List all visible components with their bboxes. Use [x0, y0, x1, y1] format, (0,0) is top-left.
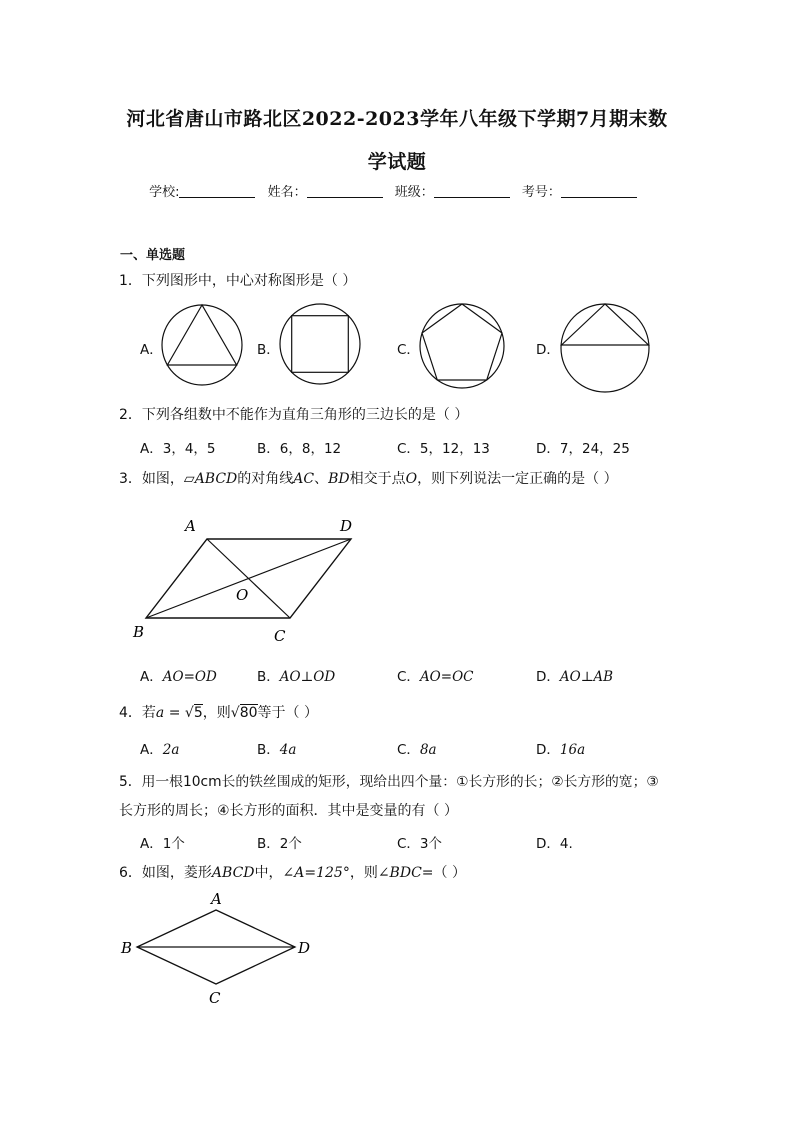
q3-option-a-letter: A．: [140, 669, 163, 685]
q3-parallelogram-symbol: ▱ABCD: [183, 471, 238, 487]
q4-radicand-5: 5: [193, 705, 203, 721]
q3-option-a[interactable]: [140, 665, 217, 685]
q3-label-c: C: [274, 627, 286, 645]
name-label: 姓名：: [267, 185, 307, 200]
q3-ac: AC: [293, 471, 315, 487]
q3-label-d: D: [340, 517, 353, 535]
q3-stem-post: ，则下列说法一定正确的是（ ）: [417, 471, 618, 487]
q4-option-a-expr: 2a: [162, 742, 180, 758]
question-4-stem: [119, 702, 318, 722]
q6-stem-mid: 中，: [254, 865, 283, 881]
class-label: 班级：: [394, 185, 434, 200]
q3-option-d-letter: D．: [536, 669, 560, 685]
q4-option-d-expr: 16a: [559, 742, 586, 758]
q6-label-c: C: [209, 989, 221, 1007]
q4-option-a[interactable]: [140, 738, 179, 758]
question-3-stem: [119, 468, 618, 488]
page-title-line2: 学试题: [367, 151, 427, 173]
q1-option-c-label[interactable]: C．: [397, 342, 420, 358]
student-info-line: [0, 181, 794, 200]
q6-label-a: A: [211, 890, 222, 908]
q4-stem-pre: 4．若: [119, 705, 156, 721]
section-heading: 一、单选题: [120, 248, 186, 263]
q3-bd: BD: [328, 471, 350, 487]
q2-option-c[interactable]: C．5，12，13: [397, 441, 490, 457]
q3-stem-mid2: 相交于点: [349, 471, 406, 487]
q4-option-c-letter: C．: [397, 742, 420, 758]
q3-stem-pre: 3．如图，: [119, 471, 184, 487]
q5-option-d[interactable]: D．4.: [536, 836, 573, 852]
q6-abcd: ABCD: [211, 865, 255, 881]
q5-option-a[interactable]: A．1个: [140, 836, 185, 852]
class-blank[interactable]: [434, 185, 510, 198]
q1-option-d-label[interactable]: D．: [536, 342, 560, 358]
q1-figure-a-circle-triangle: [160, 303, 244, 387]
q3-option-c-expr: AO=OC: [419, 669, 474, 685]
q3-option-b-expr: AO⊥OD: [279, 669, 336, 685]
q3-option-b[interactable]: [257, 665, 335, 685]
q3-label-a: A: [185, 517, 196, 535]
q4-option-c-expr: 8a: [419, 742, 437, 758]
question-1-stem: 1．下列图形中，中心对称图形是（ ）: [119, 273, 357, 289]
q3-option-d[interactable]: [536, 665, 613, 685]
q4-eq: =: [164, 705, 185, 721]
q1-figure-b-circle-square: [278, 302, 362, 386]
q3-option-d-expr: AO⊥AB: [559, 669, 614, 685]
school-blank[interactable]: [179, 185, 255, 198]
question-6-stem: [119, 862, 466, 882]
q1-option-a-label[interactable]: A．: [140, 342, 163, 358]
name-blank[interactable]: [307, 185, 383, 198]
q3-option-c-letter: C．: [397, 669, 420, 685]
school-label: 学校:: [149, 185, 180, 200]
q4-option-d[interactable]: [536, 738, 585, 758]
q2-option-a[interactable]: A．3，4，5: [140, 441, 216, 457]
q1-option-b-label[interactable]: B．: [257, 342, 280, 358]
q3-label-b: B: [133, 623, 145, 641]
q6-stem-mid2: ，则: [349, 865, 378, 881]
q3-o: O: [405, 471, 418, 487]
q3-stem-mid1: 的对角线: [237, 471, 294, 487]
q3-option-b-letter: B．: [257, 669, 280, 685]
q3-option-a-expr: AO=OD: [162, 669, 217, 685]
q4-sqrt5: √5: [184, 705, 203, 721]
q5-option-b[interactable]: B．2个: [257, 836, 302, 852]
q4-option-b[interactable]: [257, 738, 296, 758]
q4-option-b-expr: 4a: [279, 742, 297, 758]
page-title-line1: 河北省唐山市路北区2022-2023学年八年级下学期7月期末数: [126, 108, 668, 130]
question-2-stem: 2．下列各组数中不能作为直角三角形的三边长的是（ ）: [119, 407, 469, 423]
q6-stem-pre: 6．如图，菱形: [119, 865, 212, 881]
q3-sep: 、: [314, 471, 329, 487]
q6-label-d: D: [298, 939, 311, 957]
q2-option-b[interactable]: B．6，8，12: [257, 441, 342, 457]
q6-stem-post: =（ ）: [421, 865, 466, 881]
question-5-stem-line2: 长方形的周长；④长方形的面积．其中是变量的有（ ）: [119, 803, 458, 819]
q3-option-c[interactable]: [397, 665, 473, 685]
q4-option-b-letter: B．: [257, 742, 280, 758]
q1-figure-c-circle-pentagon: [418, 302, 506, 390]
exam-number-blank[interactable]: [561, 185, 637, 198]
q4-sqrt80: √80: [230, 705, 258, 721]
q2-option-d[interactable]: D．7，24，25: [536, 441, 630, 457]
q6-rhombus-figure: [115, 885, 325, 1010]
q3-parallelogram-figure: [125, 510, 375, 650]
q5-option-c[interactable]: C．3个: [397, 836, 443, 852]
q6-angle-bdc: ∠BDC: [377, 865, 422, 881]
exam-number-label: 考号：: [521, 185, 561, 200]
q4-option-c[interactable]: [397, 738, 437, 758]
q6-angle-a: ∠A=125°: [282, 865, 350, 881]
q3-label-o: O: [236, 586, 249, 604]
q1-figure-d-circle-triangle-chord: [559, 302, 651, 394]
q4-var-a: a: [155, 705, 165, 721]
q4-option-d-letter: D．: [536, 742, 560, 758]
question-5-stem-line1: 5．用一根10cm长的铁丝围成的矩形，现给出四个量：①长方形的长；②长方形的宽；③: [119, 774, 659, 790]
q4-radicand-80: 80: [239, 705, 258, 721]
q4-stem-mid: ，则: [202, 705, 231, 721]
q4-stem-post: 等于（ ）: [257, 705, 318, 721]
q6-label-b: B: [121, 939, 133, 957]
q4-option-a-letter: A．: [140, 742, 163, 758]
